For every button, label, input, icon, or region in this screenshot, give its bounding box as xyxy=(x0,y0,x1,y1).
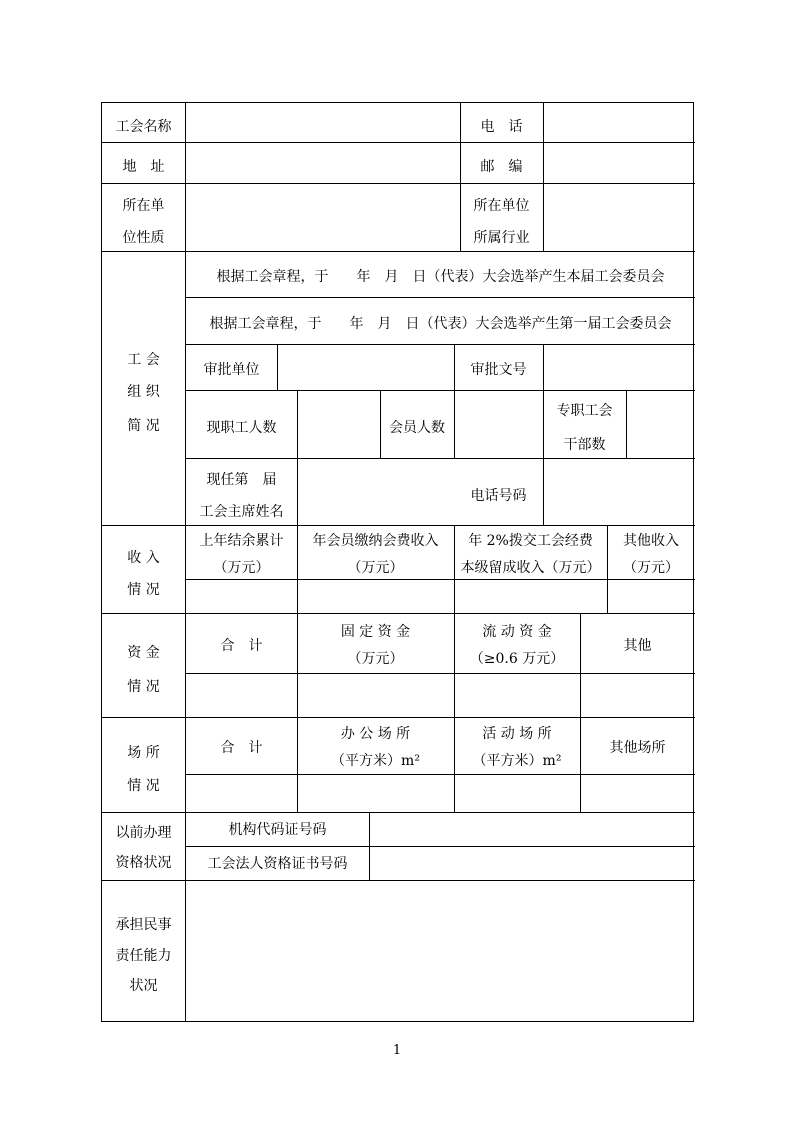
row-line xyxy=(102,251,695,252)
funds-liquid-field[interactable] xyxy=(455,674,580,717)
header-income-prev-unit: （万元） xyxy=(213,560,270,576)
legal-cert-field[interactable] xyxy=(370,847,695,880)
income-dues-field[interactable] xyxy=(298,580,454,613)
label-prev-1: 以前办理 xyxy=(115,825,172,841)
label-prev-2: 资格状况 xyxy=(115,855,172,871)
row-line xyxy=(102,717,695,718)
row-line xyxy=(102,613,695,614)
income-prev-field[interactable] xyxy=(186,580,297,613)
label-org-code: 机构代码证号码 xyxy=(228,822,327,838)
page-number: 1 xyxy=(392,1043,402,1058)
venue-total-field[interactable] xyxy=(186,775,297,812)
member-count-field[interactable] xyxy=(455,391,543,458)
label-approval-doc: 审批文号 xyxy=(470,362,527,378)
label-chairman-2: 工会主席姓名 xyxy=(199,504,284,520)
income-other-field[interactable] xyxy=(608,580,695,613)
label-org-3: 简 况 xyxy=(127,418,160,434)
address-field[interactable] xyxy=(186,143,460,183)
label-staff-count: 现职工人数 xyxy=(206,420,277,436)
header-funds-liquid-unit: （≥0.6 万元） xyxy=(469,651,565,667)
label-chairman: 现任第 届 xyxy=(206,472,277,488)
header-venue-activity: 活 动 场 所 xyxy=(482,726,552,742)
label-income-1: 收 入 xyxy=(127,550,160,566)
label-phone: 电 话 xyxy=(480,119,523,135)
label-org-2: 组 织 xyxy=(127,384,160,400)
chairman-name-field[interactable] xyxy=(298,459,454,525)
label-income-2: 情 况 xyxy=(127,582,160,598)
row-line xyxy=(186,390,695,391)
header-income-fund-unit: 本级留成收入（万元） xyxy=(460,560,601,576)
label-funds-1: 资 金 xyxy=(127,645,160,661)
venue-office-field[interactable] xyxy=(298,775,454,812)
staff-count-field[interactable] xyxy=(298,391,380,458)
header-venue-activity-unit: （平方米）m² xyxy=(472,753,562,769)
fulltime-cadre-field[interactable] xyxy=(627,391,695,458)
phone-number-field[interactable] xyxy=(544,459,695,525)
row-line xyxy=(186,297,695,298)
funds-total-field[interactable] xyxy=(186,674,297,717)
approval-unit-field[interactable] xyxy=(278,345,454,390)
election-first-text: 根据工会章程，于 年 月 日（代表）大会选举产生第一届工会委员会 xyxy=(209,316,672,332)
label-civil-3: 状况 xyxy=(129,978,158,994)
header-funds-fixed: 固 定 资 金 xyxy=(340,624,411,640)
venue-activity-field[interactable] xyxy=(455,775,580,812)
venue-other-field[interactable] xyxy=(581,775,695,812)
union-registration-form xyxy=(101,102,694,1022)
header-venue-total: 合 计 xyxy=(220,740,263,756)
header-venue-office-unit: （平方米）m² xyxy=(331,753,420,769)
label-address: 地 址 xyxy=(122,159,165,175)
label-unit-industry: 所在单位 xyxy=(473,198,530,214)
header-income-fund: 年 2%拨交工会经费 xyxy=(468,533,593,549)
label-venue-1: 场 所 xyxy=(127,745,160,761)
civil-liability-field[interactable] xyxy=(186,881,695,1022)
funds-fixed-field[interactable] xyxy=(298,674,454,717)
funds-other-field[interactable] xyxy=(581,674,695,717)
label-phone-number: 电话号码 xyxy=(470,488,527,504)
header-funds-fixed-unit: （万元） xyxy=(347,651,404,667)
label-unit-nature: 所在单 xyxy=(122,198,165,214)
label-union-name: 工会名称 xyxy=(115,119,172,135)
approval-doc-field[interactable] xyxy=(544,345,695,390)
postcode-field[interactable] xyxy=(544,143,695,183)
unit-industry-field[interactable] xyxy=(544,184,695,251)
label-org-1: 工 会 xyxy=(127,352,160,368)
header-venue-office: 办 公 场 所 xyxy=(340,726,411,742)
header-income-other: 其他收入 xyxy=(623,533,679,549)
org-code-field[interactable] xyxy=(370,813,695,846)
label-unit-industry-2: 所属行业 xyxy=(473,230,530,246)
phone-field[interactable] xyxy=(544,103,695,142)
union-name-field[interactable] xyxy=(186,103,460,142)
header-venue-other: 其他场所 xyxy=(609,740,666,756)
header-funds-other: 其他 xyxy=(623,638,652,654)
label-civil-2: 责任能力 xyxy=(115,948,172,964)
header-income-other-unit: （万元） xyxy=(623,560,679,576)
label-civil-1: 承担民事 xyxy=(115,917,172,933)
header-income-dues-unit: （万元） xyxy=(347,560,404,576)
label-approval-unit: 审批单位 xyxy=(203,362,260,378)
header-income-prev: 上年结余累计 xyxy=(199,533,284,549)
label-unit-nature-2: 位性质 xyxy=(122,230,165,246)
unit-nature-field[interactable] xyxy=(186,184,460,251)
header-funds-total: 合 计 xyxy=(220,638,263,654)
label-funds-2: 情 况 xyxy=(127,679,160,695)
header-income-dues: 年会员缴纳会费收入 xyxy=(312,533,439,549)
label-member-count: 会员人数 xyxy=(389,420,445,436)
income-fund-field[interactable] xyxy=(455,580,607,613)
label-postcode: 邮 编 xyxy=(480,159,523,175)
label-legal-cert: 工会法人资格证书号码 xyxy=(207,856,348,872)
label-fulltime-cadre-2: 干部数 xyxy=(563,437,606,453)
header-funds-liquid: 流 动 资 金 xyxy=(482,624,552,640)
label-venue-2: 情 况 xyxy=(127,778,160,794)
label-fulltime-cadre: 专职工会 xyxy=(556,403,613,419)
election-current-text: 根据工会章程，于 年 月 日（代表）大会选举产生本届工会委员会 xyxy=(216,269,665,285)
